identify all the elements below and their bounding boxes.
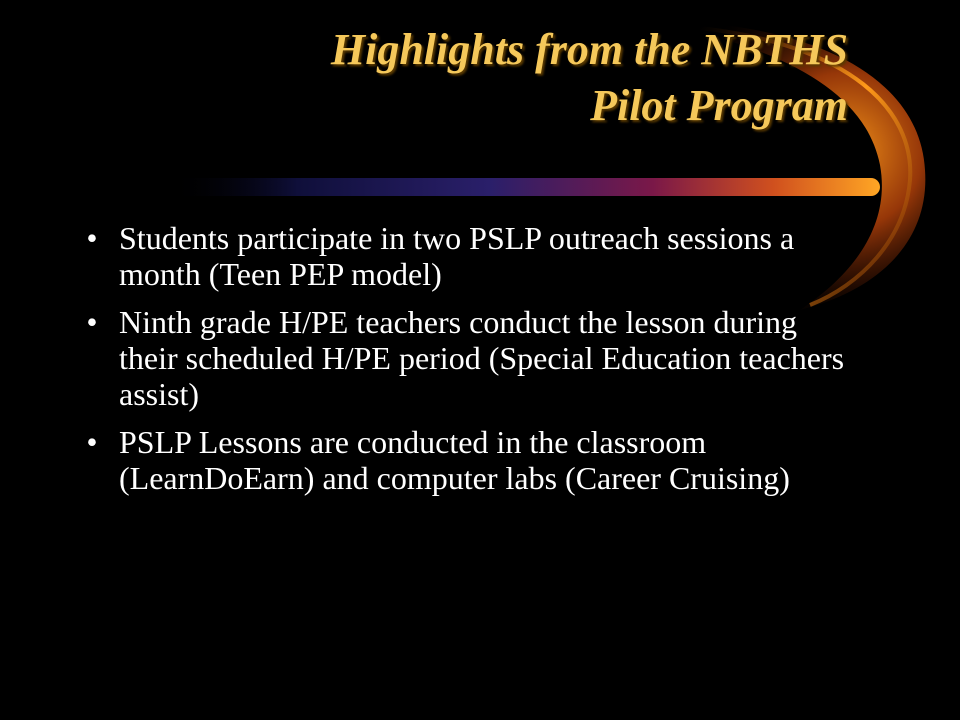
bullet-item: [82, 220, 862, 292]
swoosh-bar: [170, 178, 880, 196]
bullet-icon: •: [86, 220, 98, 256]
bullet-text: Ninth grade H/PE teachers conduct the lesson during their scheduled H/PE period (Special Education teachers assist): [119, 304, 845, 412]
bullet-list: [82, 220, 862, 508]
slide-title: [88, 22, 848, 134]
bullet-icon: •: [86, 304, 98, 340]
bullet-item: [82, 424, 862, 496]
bullet-text: PSLP Lessons are conducted in the classroom (LearnDoEarn) and computer labs (Career Cruising): [119, 424, 790, 496]
bullet-item: [82, 304, 862, 412]
title-line-1: Highlights from the NBTHS: [330, 25, 848, 74]
bullet-text: Students participate in two PSLP outreach sessions a month (Teen PEP model): [119, 220, 795, 292]
title-line-2: Pilot Program: [590, 81, 848, 130]
bullet-icon: •: [86, 424, 98, 460]
